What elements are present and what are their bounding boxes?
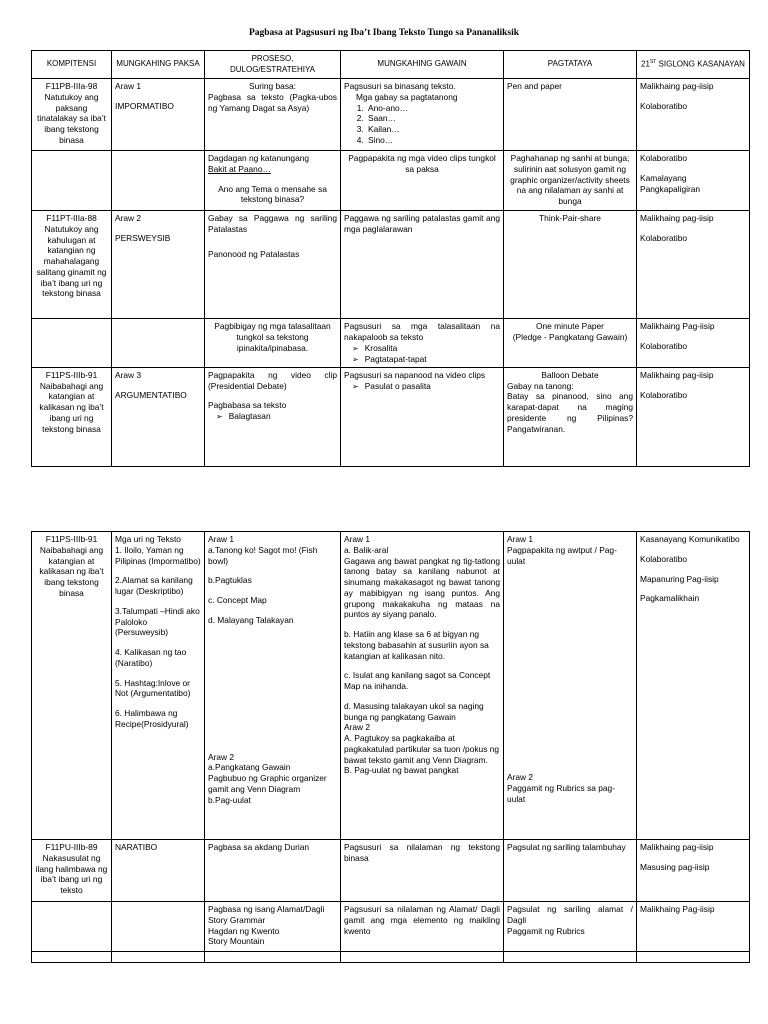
kasanayan-cell	[637, 319, 750, 368]
header-21: 21	[641, 59, 650, 69]
pagtataya-cell	[504, 319, 637, 368]
proseso-item: b.Pag-uulat	[208, 794, 251, 805]
kasanayan-cell	[637, 367, 750, 466]
list-item: 1. Ano-ano…	[366, 103, 500, 114]
paksa-item: 3.Talumpati –Hindi ako Paloloko (Persuweysib)	[115, 605, 203, 638]
spacer	[115, 597, 201, 606]
day-label: Araw 2	[507, 772, 534, 783]
empty-cell	[341, 952, 504, 963]
proseso-text: Gabay sa Paggawa ng sariling Patalastas	[208, 213, 340, 234]
spacer	[208, 586, 337, 595]
paksa-cell: NARATIBO	[112, 840, 205, 902]
table-row	[32, 532, 750, 840]
kompitensi-cell: F11PB-IIIa-98 Natutukoy ang paksang tinatalakay sa iba’t ibang tekstong binasa	[32, 79, 112, 151]
skill: Kamalayang	[640, 172, 687, 183]
kompitensi-cell	[32, 151, 112, 211]
day-label: Araw 1	[507, 534, 534, 544]
text-type: PERSWEYSIB	[115, 232, 171, 243]
proseso-item: Hagdan ng Kwento	[208, 925, 280, 936]
kompitensi-cell: F11PS-IIIb-91 Naibabahagi ang katangian at kalikasan ng iba’t ibang uri ng tekstong binasa	[32, 367, 112, 466]
proseso-cell: Pagbasa sa akdang Durian	[205, 840, 341, 902]
gawain-cell	[341, 319, 504, 368]
col-header-gawain: MUNGKAHING GAWAIN	[341, 51, 504, 79]
gawain-cell: Paggawa ng sariling patalastas gamit ang mga paglalarawan	[341, 211, 504, 319]
proseso-cell	[205, 367, 341, 466]
kompitensi-cell	[32, 319, 112, 368]
text-type: ARGUMENTATIBO	[115, 389, 187, 400]
spacer	[507, 566, 633, 772]
table-row	[32, 319, 750, 368]
curriculum-table-2	[31, 531, 750, 963]
gawain-text: Pagsusuri sa napanood na video clips	[344, 369, 486, 380]
gawain-text: B. Pag-uulat ng bawat pangkat	[344, 765, 459, 776]
paksa-cell	[112, 319, 205, 368]
proseso-cell	[205, 902, 341, 952]
kompitensi-cell	[32, 902, 112, 952]
pagtataya-cell	[504, 532, 637, 840]
gawain-text: Pagsusuri sa binasang teksto.	[344, 81, 456, 91]
paksa-item: 2.Alamat sa kanilang lugar (Deskriptibo)	[115, 575, 196, 596]
skill: Pangkapaligiran	[640, 183, 701, 194]
gawain-text: Pagsusuri sa mga talasalitaan na nakapaloob sa teksto	[344, 321, 503, 342]
pagtataya-text: Paggamit ng Rubrics	[507, 925, 585, 936]
proseso-cell	[205, 532, 341, 840]
spacer	[344, 692, 500, 701]
kompitensi-cell: F11PT-IIIa-88 Natutukoy ang kahulugan at katangian ng mahahalagang salitang ginamit ng iba’t ibang uri ng tekstong binasa	[32, 211, 112, 319]
day-label: Araw 1	[115, 81, 142, 91]
table-row-empty	[32, 952, 750, 963]
paksa-cell	[112, 79, 205, 151]
spacer	[115, 566, 201, 575]
proseso-text: Pagbabasa sa teksto	[208, 400, 287, 411]
kasanayan-cell	[637, 840, 750, 902]
question-list	[344, 103, 500, 146]
table-row	[32, 367, 750, 466]
skill: Kolaboratibo	[640, 389, 688, 400]
proseso-text: Pagpapakita ng video clip (Presidential Debate)	[208, 369, 340, 391]
spacer	[640, 332, 746, 341]
list-item: 2. Saan…	[366, 113, 500, 124]
day-label: Araw 1	[344, 534, 371, 544]
gawain-cell: Pagsusuri sa nilalaman ng Alamat/ Dagli gamit ang mga elemento ng maikling kwento	[341, 902, 504, 952]
kasanayan-cell	[637, 151, 750, 211]
empty-cell	[637, 952, 750, 963]
pagtataya-cell: Pen and paper	[504, 79, 637, 151]
pagtataya-cell: Paghahanap ng sanhi at bunga; sulirinin aat solusyon gamit ng graphic organizer/activity sheets na ang nilalaman ay sanhi at bunga	[504, 151, 637, 211]
spacer	[208, 235, 337, 249]
pagtataya-text: Pagpapakita ng awtput / Pag-uulat	[507, 544, 617, 566]
proseso-item: d. Malayang Talakayan	[208, 614, 294, 625]
paksa-item: 4. Kalikasan ng tao (Naratibo)	[115, 647, 189, 668]
spacer	[640, 224, 746, 233]
proseso-text: Panonood ng Patalastas	[208, 248, 300, 259]
spacer	[640, 381, 746, 390]
spacer	[115, 699, 201, 708]
paksa-heading: Mga uri ng Teksto	[115, 534, 181, 544]
skill: Kolaboratibo	[640, 553, 688, 564]
day-label: Araw 2	[208, 751, 235, 762]
gawain-bullet: ➢ Krosalita	[344, 343, 500, 354]
gawain-text: A. Pagtukoy sa pagkakaiba at pagkakatulad partikular sa tuon /pokus ng bawat teksto gamit ang Venn Diagram.	[344, 733, 502, 765]
spacer	[208, 175, 337, 184]
proseso-item: Pagbubuo ng Graphic organizer gamit ang Venn Diagram	[208, 773, 330, 794]
skill: Kolaboratibo	[640, 340, 688, 351]
proseso-cell	[205, 151, 341, 211]
pagtataya-cell	[504, 367, 637, 466]
skill: Malikhaing Pag-iisip	[640, 321, 715, 331]
col-header-pagtataya: PAGTATAYA	[504, 51, 637, 79]
spacer	[640, 565, 746, 574]
col-header-kompitensi: KOMPITENSI	[32, 51, 112, 79]
curriculum-table-1	[31, 50, 750, 467]
pagtataya-text: Batay sa pinanood, sino ang karapat-dapat na maging presidente ng Pilipinas? Pangatwiranan.	[507, 391, 636, 434]
table-row	[32, 79, 750, 151]
paksa-cell	[112, 902, 205, 952]
kasanayan-cell	[637, 532, 750, 840]
gawain-subtext: Mga gabay sa pagtatanong	[356, 91, 458, 102]
spacer	[640, 545, 746, 554]
gawain-text: Gagawa ang bawat pangkat ng tig-tatlong tanong batay sa kanilang nabunot at sinumang makakasagot ng bawat tanong ay mabibigyan ng isang puntos. Ang grupong makakakuha ng mataas na puntos ay siyang panalo.	[344, 555, 503, 620]
spacer	[115, 669, 201, 678]
spacer	[115, 381, 201, 390]
empty-cell	[504, 952, 637, 963]
pagtataya-cell: Think-Pair-share	[504, 211, 637, 319]
kompitensi-cell: F11PU-IIIb-89 Nakasusulat ng ilang halimbawa ng iba’t ibang uri ng teksto	[32, 840, 112, 902]
proseso-item: c. Concept Map	[208, 595, 267, 605]
skill: Malikhaing pag-iisip	[640, 81, 714, 91]
skill: Masusing pag-iisip	[640, 861, 710, 872]
pagtataya-text: Gabay na tanong:	[507, 380, 574, 391]
gawain-text: d. Masusing talakayan ukol sa naging bunga ng pangkatang Gawain	[344, 700, 487, 722]
proseso-bullet: ➢ Balagtasan	[208, 411, 337, 422]
spacer	[640, 853, 746, 862]
pagtataya-text: (Pledge - Pangkatang Gawain)	[512, 331, 628, 342]
header-sup: ST	[649, 59, 657, 66]
paksa-cell	[112, 367, 205, 466]
day-label: Araw 3	[115, 369, 142, 380]
kompitensi-cell: F11PS-IIIb-91 Naibabahagi ang katangian at kalikasan ng iba’t ibang tekstong binasa	[32, 532, 112, 840]
proseso-text: Pagbasa sa teksto (Pagka-ubos ng Yamang Dagat sa Asya)	[208, 91, 340, 113]
paksa-cell	[112, 211, 205, 319]
spacer	[115, 92, 201, 101]
list-item: 4. Sino…	[366, 135, 500, 146]
table-row	[32, 840, 750, 902]
day-label: Araw 2	[344, 722, 371, 733]
paksa-item: 6. Halimbawa ng Recipe(Prosidyural)	[115, 708, 189, 729]
pagtataya-text: One minute Paper	[536, 321, 604, 331]
day-label: Araw 1	[208, 534, 235, 544]
skill: Mapanuring Pag-iisip	[640, 573, 719, 584]
proseso-text: Dagdagan ng katanungang	[208, 153, 310, 163]
day-label: Araw 2	[115, 213, 142, 223]
spacer	[640, 92, 746, 101]
list-item: 3. Kailan…	[366, 124, 500, 135]
document-title: Pagbasa at Pagsusuri ng Iba’t Ibang Teksto Tungo sa Pananaliksik	[248, 28, 520, 38]
spacer	[640, 164, 746, 173]
spacer	[208, 391, 337, 400]
pagtataya-cell: Pagsulat ng sariling talambuhay	[504, 840, 637, 902]
table-row	[32, 211, 750, 319]
proseso-item: a.Pangkatang Gawain	[208, 762, 291, 773]
table-row	[32, 151, 750, 211]
paksa-cell	[112, 151, 205, 211]
skill: Kolaboratibo	[640, 100, 688, 111]
proseso-heading: Suring basa:	[248, 81, 297, 91]
gawain-text: c. Isulat ang kanilang sagot sa Concept Map na inihanda.	[344, 670, 493, 691]
gawain-cell	[341, 79, 504, 151]
empty-cell	[112, 952, 205, 963]
gawain-cell: Pagpapakita ng mga video clips tungkol sa paksa	[341, 151, 504, 211]
paksa-item: 5. Hashtag:Inlove or Not (Argumentatibo)	[115, 677, 193, 699]
skill: Kolaboratibo	[640, 153, 688, 163]
pagtataya-cell	[504, 902, 637, 952]
kasanayan-cell	[637, 79, 750, 151]
gawain-cell	[341, 532, 504, 840]
spacer	[115, 224, 201, 233]
spacer	[640, 584, 746, 593]
table-row	[32, 902, 750, 952]
paksa-cell	[112, 532, 205, 840]
proseso-item: a.Tanong ko! Sagot mo! (Fish bowl)	[208, 544, 320, 566]
proseso-item: b.Pagtuklas	[208, 575, 252, 586]
header-siglong: SIGLONG KASANAYAN	[656, 59, 745, 69]
gawain-bullet: ➢ Pasulat o pasalita	[344, 381, 500, 392]
proseso-item: Story Mountain	[208, 936, 265, 947]
proseso-question: Ano ang Tema o mensahe sa tekstong binasa?	[218, 183, 330, 205]
gawain-bullet: ➢ Pagtatapat-tapat	[344, 354, 500, 365]
skill: Malikhaing pag-iisip	[640, 842, 714, 852]
proseso-item: Pagbasa ng isang Alamat/Dagli	[208, 904, 325, 914]
proseso-text: Bakit at Paano…	[208, 163, 271, 174]
spacer	[208, 626, 337, 752]
skill: Pagkamalikhain	[640, 593, 700, 604]
pagtataya-text: Pagsulat ng sariling alamat / Dagli	[507, 904, 636, 925]
skill: Kasanayang Komunikatibo	[640, 534, 740, 544]
spacer	[208, 566, 337, 575]
empty-cell	[32, 952, 112, 963]
gawain-cell: Pagsusuri sa nilalaman ng tekstong binasa	[341, 840, 504, 902]
kasanayan-cell	[637, 211, 750, 319]
proseso-cell: Pagbibigay ng mga talasalitaan tungkol sa tekstong ipinakita/ipinabasa.	[205, 319, 341, 368]
gawain-cell	[341, 367, 504, 466]
skill: Malikhaing pag-iisip	[640, 369, 714, 380]
kasanayan-cell: Malikhaing Pag-iisip	[637, 902, 750, 952]
col-header-paksa: MUNGKAHING PAKSA	[112, 51, 205, 79]
pagtataya-text: Balloon Debate	[541, 369, 599, 380]
proseso-cell	[205, 211, 341, 319]
table-header-row	[32, 51, 750, 79]
skill: Kolaboratibo	[640, 232, 688, 243]
spacer	[344, 661, 500, 670]
empty-cell	[205, 952, 341, 963]
paksa-item: 1. Iloilo, Yaman ng Pilipinas (Impormatibo)	[115, 544, 201, 566]
col-header-kasanayan	[637, 51, 750, 79]
proseso-cell	[205, 79, 341, 151]
text-type: IMPORMATIBO	[115, 100, 174, 111]
gawain-item: a. Balik-aral	[344, 544, 389, 555]
spacer	[344, 620, 500, 629]
skill: Malikhaing pag-iisip	[640, 213, 714, 223]
pagtataya-text: Paggamit ng Rubrics sa pag-uulat	[507, 783, 615, 804]
spacer	[115, 638, 201, 647]
proseso-item: Story Grammar	[208, 914, 266, 925]
col-header-proseso: PROSESO, DULOG/ESTRATEHIYA	[205, 51, 341, 79]
spacer	[208, 606, 337, 615]
gawain-text: b. Hatiin ang klase sa 6 at bigyan ng tekstong babasahin at susuriin ayon sa katangian at kalikasan nito.	[344, 629, 492, 661]
